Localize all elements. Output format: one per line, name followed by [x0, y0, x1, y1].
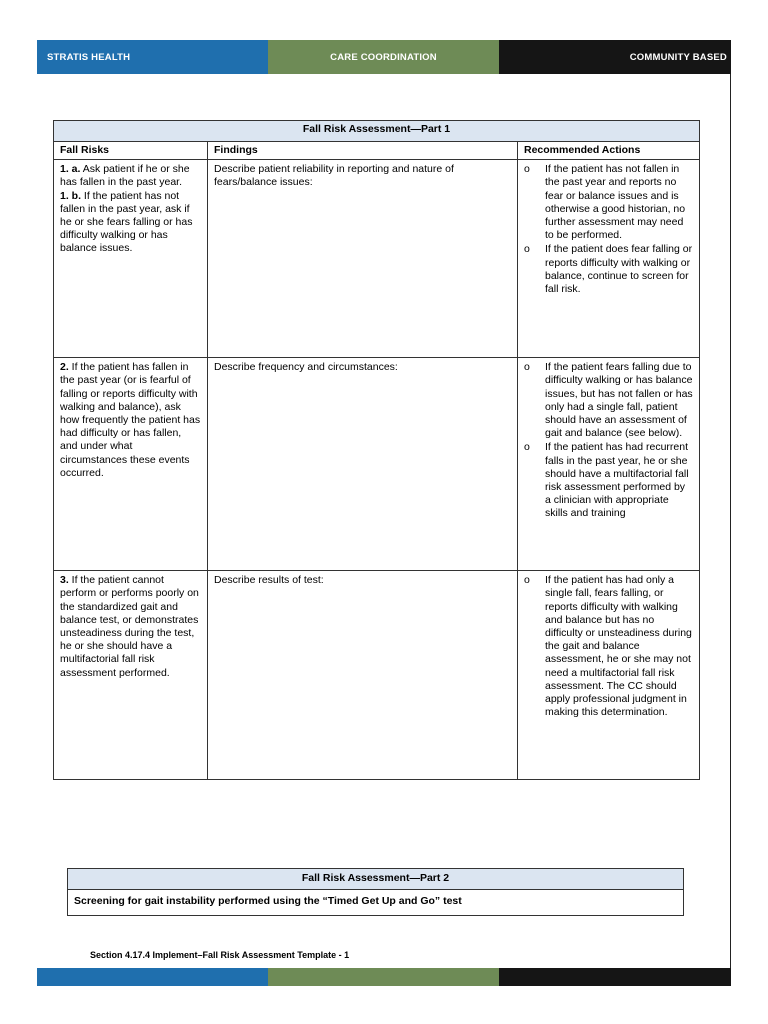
part2-screening-row: Screening for gait instability performed using the “Timed Get Up and Go” test: [68, 890, 684, 916]
footer-bar: [37, 968, 731, 986]
fall-risk-cell: [54, 160, 208, 358]
action-item: o If the patient has not fallen in the past year and reports no fear or balance issues and is otherwise a good historian, no further assessment may need to be performed.: [524, 163, 686, 242]
bullet-icon: o: [524, 574, 530, 587]
footer-bar-green: [268, 968, 499, 986]
footer-bar-black: [499, 968, 731, 986]
fall-risk-cell: [54, 571, 208, 780]
actions-cell: [518, 358, 700, 571]
findings-cell: Describe patient reliability in reporting and nature of fears/balance issues:: [208, 160, 518, 358]
page-footer-caption: Section 4.17.4 Implement–Fall Risk Assessment Template - 1: [90, 950, 350, 960]
bullet-icon: o: [524, 361, 530, 374]
column-header-findings: Findings: [208, 142, 518, 160]
findings-cell: Describe frequency and circumstances:: [208, 358, 518, 571]
risk-item: 2. If the patient has fallen in the past year (or is fearful of falling or reports difficulty with walking and balance), ask how frequently the patient has had difficulty or has fallen, and under what circumstances these events occurred.: [60, 361, 201, 479]
action-item: o If the patient has had recurrent falls in the past year, he or she should have a multifactorial fall risk assessment performed by a clinician with appropriate skills and training: [524, 441, 689, 520]
fall-risk-part1-table: [53, 120, 700, 780]
risk-item: 3. If the patient cannot perform or performs poorly on the standardized gait and balance test, or demonstrates unsteadiness during the test, he or she should have a multifactorial fall risk assessment performed.: [60, 574, 199, 679]
part1-title: Fall Risk Assessment—Part 1: [54, 121, 700, 142]
action-item: o If the patient does fear falling or reports difficulty with walking or balance, continue to screen for fall risk.: [524, 243, 693, 296]
bullet-icon: o: [524, 441, 530, 454]
table-row: [54, 160, 700, 358]
header-bar: [37, 40, 731, 74]
bullet-icon: o: [524, 243, 530, 256]
column-header-recommended-actions: Recommended Actions: [518, 142, 700, 160]
table-row: [54, 571, 700, 780]
footer-bar-blue: [37, 968, 268, 986]
bullet-icon: o: [524, 163, 530, 176]
header-left: STRATIS HEALTH: [37, 40, 268, 74]
risk-item: 1. a. Ask patient if he or she has fallen in the past year.: [60, 163, 190, 189]
part2-title: Fall Risk Assessment—Part 2: [68, 869, 684, 890]
action-item: o If the patient fears falling due to difficulty walking or has balance issues, but has not fallen or has only had a single fall, patient should have an assessment of gait and balance (see below).: [524, 361, 693, 440]
header-center: CARE COORDINATION: [268, 40, 499, 74]
actions-cell: [518, 571, 700, 780]
header-right: COMMUNITY BASED: [499, 40, 731, 74]
fall-risk-cell: [54, 358, 208, 571]
action-item: o If the patient has had only a single fall, fears falling, or reports difficulty with walking and balance but has no difficulty or unsteadiness during the gait and balance assessment, he or she may not need a multifactorial fall risk assessment. The CC should apply professional judgment in making this determination.: [524, 574, 692, 719]
table-row: [54, 358, 700, 571]
column-header-fall-risks: Fall Risks: [54, 142, 208, 160]
risk-item: 1. b. If the patient has not fallen in the past year, ask if he or she fears falling or has difficulty walking or has balance issues.: [60, 189, 193, 255]
findings-cell: Describe results of test:: [208, 571, 518, 780]
fall-risk-part2-table: [67, 868, 684, 916]
actions-cell: [518, 160, 700, 358]
